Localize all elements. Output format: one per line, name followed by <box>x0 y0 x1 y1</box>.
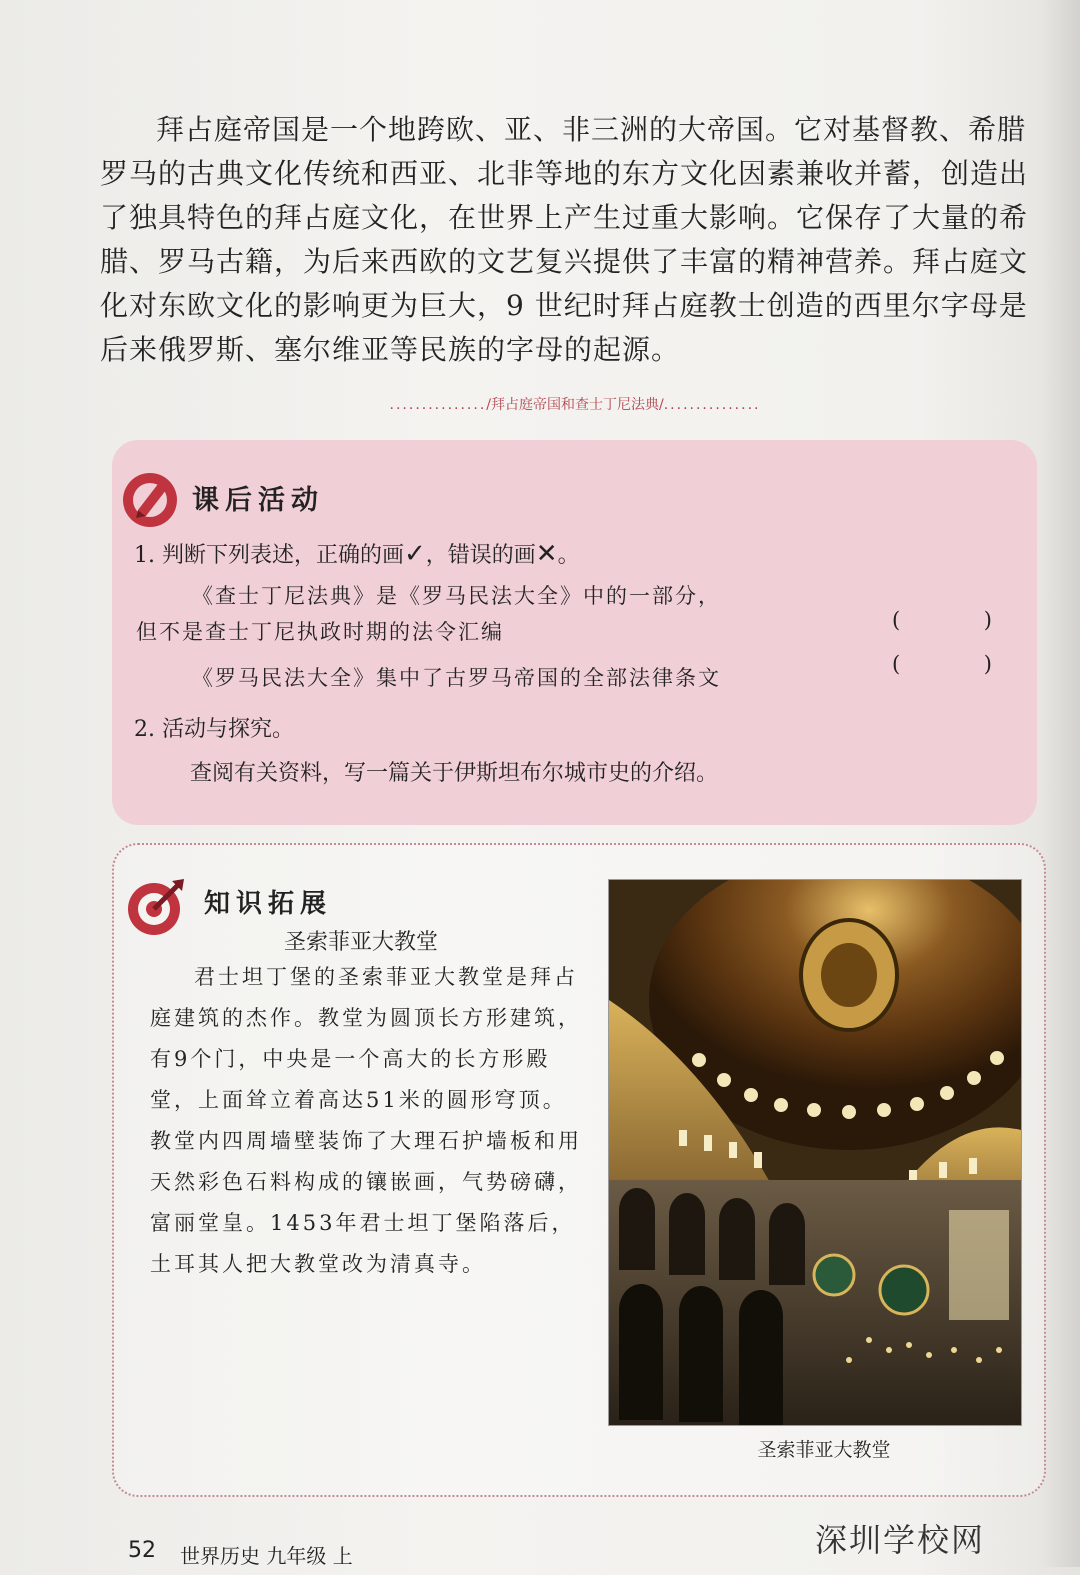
page-edge-shadow <box>1040 0 1080 1567</box>
knowledge-title: 知识拓展 <box>204 889 333 919</box>
question-2: 2. 活动与探究。 <box>134 717 294 742</box>
photo-caption: 圣索菲亚大教堂 <box>757 1439 891 1461</box>
answer-blank-1-open: ( <box>892 608 901 632</box>
pencil-circle-icon <box>120 470 180 530</box>
intro-text <box>100 108 1035 372</box>
q1-end: 。 <box>557 543 580 568</box>
section-tag-dots-right: ............... <box>663 397 761 413</box>
answer-blank-2[interactable] <box>892 652 992 676</box>
hagia-sophia-photo <box>608 879 1022 1426</box>
check-mark-icon: ✓ <box>403 539 426 569</box>
intro-paragraph: 拜占庭帝国是一个地跨欧、亚、非三洲的大帝国。它对基督教、希腊罗马的古典文化传统和西亚、北非等地的东方文化因素兼收并蓄，创造出了独具特色的拜占庭文化，在世界上产生过重大影响。它保存了大量的希腊、罗马古籍，为后来西欧的文艺复兴提供了丰富的精神营养。拜占庭文化对东欧文化的影响更为巨大，9 世纪时拜占庭教士创造的西里尔字母是后来俄罗斯、塞尔维亚等民族的字母的起源。 <box>100 113 1029 366</box>
section-tag-dots-left: ............... <box>389 397 487 413</box>
cross-mark-icon: ✕ <box>535 539 558 569</box>
target-arrow-icon <box>124 875 188 939</box>
statement-2: 《罗马民法大全》集中了古罗马帝国的全部法律条文 <box>192 666 721 690</box>
page-number: 52 <box>128 1538 156 1563</box>
section-tag <box>340 394 810 414</box>
statement-1-line-2: 但不是查士丁尼执政时期的法令汇编 <box>136 620 504 644</box>
knowledge-subtitle: 圣索菲亚大教堂 <box>284 930 439 955</box>
section-tag-text: /拜占庭帝国和查士丁尼法典/ <box>486 397 664 413</box>
answer-blank-2-open: ( <box>892 652 901 676</box>
q1-mid: ，错误的画 <box>425 543 536 568</box>
knowledge-box <box>112 843 1046 1497</box>
knowledge-body <box>150 957 590 1285</box>
statement-1-line-1: 《查士丁尼法典》是《罗马民法大全》中的一部分， <box>192 584 721 608</box>
question-1 <box>134 538 580 569</box>
answer-blank-1-close: ) <box>983 608 992 632</box>
book-title: 世界历史 九年级 上 <box>180 1544 353 1568</box>
answer-blank-2-close: ) <box>983 652 992 676</box>
question-2-body: 查阅有关资料，写一篇关于伊斯坦布尔城市史的介绍。 <box>190 761 719 786</box>
hagia-sophia-illustration <box>609 880 1021 1425</box>
answer-blank-1[interactable] <box>892 608 992 632</box>
knowledge-paragraph: 君士坦丁堡的圣索菲亚大教堂是拜占庭建筑的杰作。教堂为圆顶长方形建筑，有9个门，中央是一个高大的长方形殿堂，上面耸立着高达51米的圆形穹顶。教堂内四周墙壁装饰了大理石护墙板和用天然彩色石料构成的镶嵌画，气势磅礴，富丽堂皇。1453年君士坦丁堡陷落后，土耳其人把大教堂改为清真寺。 <box>150 965 582 1276</box>
activity-box <box>112 440 1037 825</box>
q1-prefix: 1. 判断下列表述，正确的画 <box>134 543 404 568</box>
activity-title: 课后活动 <box>192 485 324 516</box>
watermark: 深圳学校网 <box>815 1521 986 1559</box>
